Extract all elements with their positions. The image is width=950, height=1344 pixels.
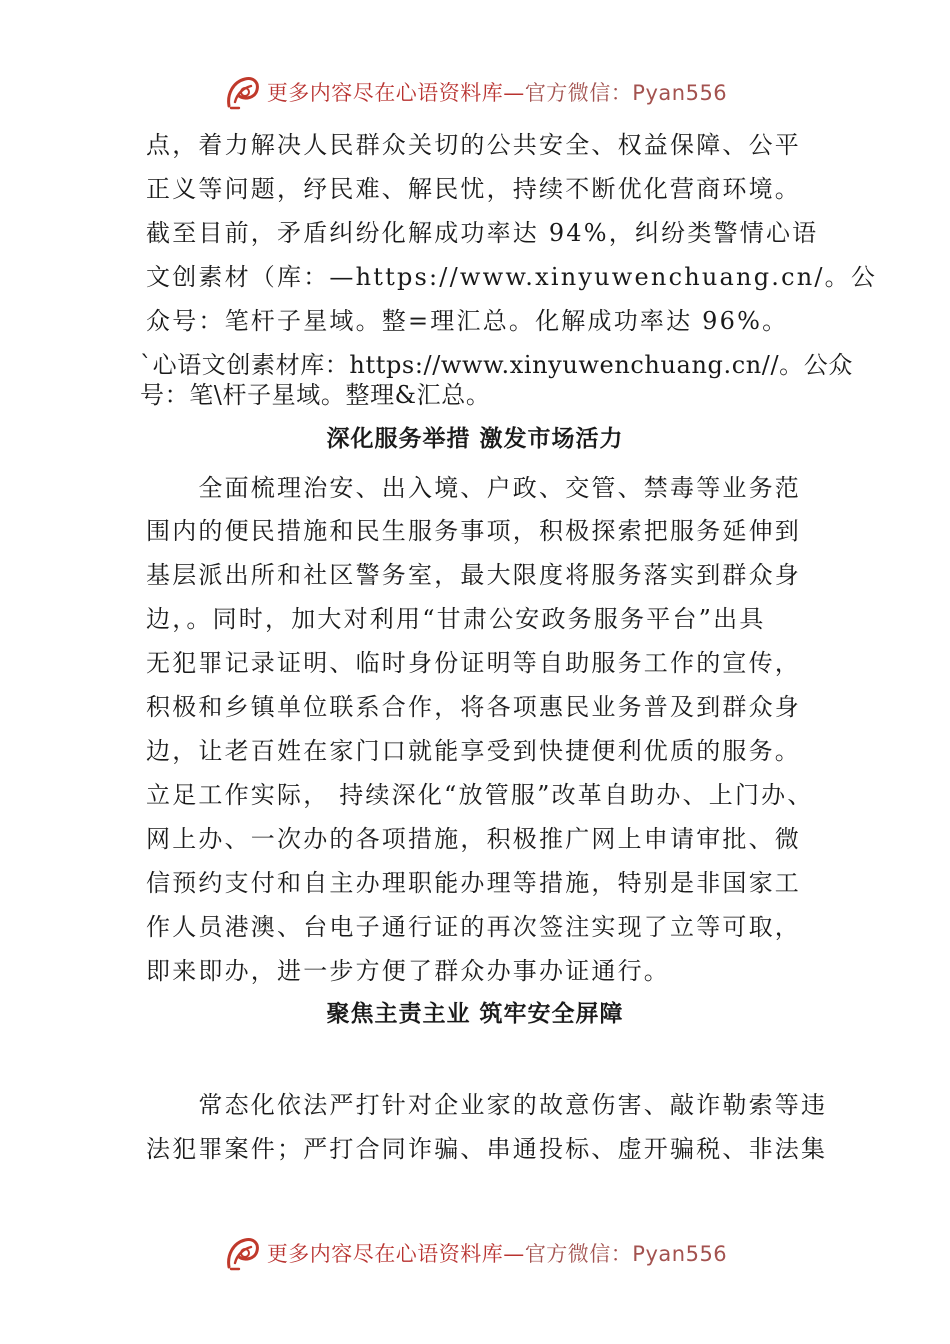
paragraph-line: 全面梳理治安、出入境、户政、交管、禁毒等业务范 bbox=[146, 474, 801, 502]
paragraph-line: 作人员港澳、台电子通行证的再次签注实现了立等可取， bbox=[146, 913, 801, 941]
paragraph-line: 边，让老百姓在家门口就能享受到快捷便利优质的服务。 bbox=[146, 737, 801, 765]
paragraph-line: 正义等问题，纾民难、解民忧，持续不断优化营商环境。 bbox=[146, 175, 801, 203]
logo-icon bbox=[223, 1233, 263, 1273]
paragraph-line: 即来即办，进一步方便了群众办事办证通行。 bbox=[146, 957, 670, 985]
paragraph-line: 基层派出所和社区警务室，最大限度将服务落实到群众身 bbox=[146, 561, 801, 589]
paragraph-line: 文创素材（库：—https://www.xinyuwenchuang.cn/。公 bbox=[146, 263, 878, 291]
paragraph-line: 网上办、一次办的各项措施，积极推广网上申请审批、微 bbox=[146, 825, 801, 853]
paragraph-line: 边，。同时，加大对利用“甘肃公安政务服务平台”出具 bbox=[146, 605, 766, 633]
paragraph-line: 点，着力解决人民群众关切的公共安全、权益保障、公平 bbox=[146, 131, 801, 159]
banner-text: 更多内容尽在心语资料库—官方微信：Pyan556 bbox=[266, 81, 728, 105]
paragraph-line: 信预约支付和自主办理职能办理等措施，特别是非国家工 bbox=[146, 869, 801, 897]
footer-banner bbox=[0, 1231, 950, 1275]
paragraph-line: `心语文创素材库：https://www.xinyuwenchuang.cn//。公众 bbox=[140, 351, 853, 379]
banner-wechat: 官方微信：Pyan556 bbox=[524, 81, 728, 105]
banner-text: 更多内容尽在心语资料库—官方微信：Pyan556 bbox=[266, 1242, 728, 1266]
paragraph-line: 法犯罪案件；严打合同诈骗、串通投标、虚开骗税、非法集 bbox=[146, 1135, 828, 1163]
paragraph-line: 众号：笔杆子星域。整=理汇总。化解成功率达 96%。 bbox=[146, 307, 789, 335]
section-heading: 深化服务举措 激发市场活力 bbox=[326, 426, 624, 452]
paragraph-line: 无犯罪记录证明、临时身份证明等自助服务工作的宣传， bbox=[146, 649, 801, 677]
paragraph-line: 截至目前，矛盾纠纷化解成功率达 94%，纠纷类警情心语 bbox=[146, 219, 819, 247]
paragraph-line: 立足工作实际， 持续深化“放管服”改革自助办、上门办、 bbox=[146, 781, 814, 809]
section-heading: 聚焦主责主业 筑牢安全屏障 bbox=[326, 1001, 624, 1027]
paragraph-line: 积极和乡镇单位联系合作，将各项惠民业务普及到群众身 bbox=[146, 693, 801, 721]
paragraph-line: 常态化依法严打针对企业家的故意伤害、敲诈勒索等违 bbox=[146, 1091, 828, 1119]
paragraph-line: 号：笔\杆子星域。整理&汇总。 bbox=[140, 381, 491, 409]
banner-wechat: 官方微信：Pyan556 bbox=[524, 1242, 728, 1266]
paragraph-line: 围内的便民措施和民生服务事项，积极探索把服务延伸到 bbox=[146, 517, 801, 545]
